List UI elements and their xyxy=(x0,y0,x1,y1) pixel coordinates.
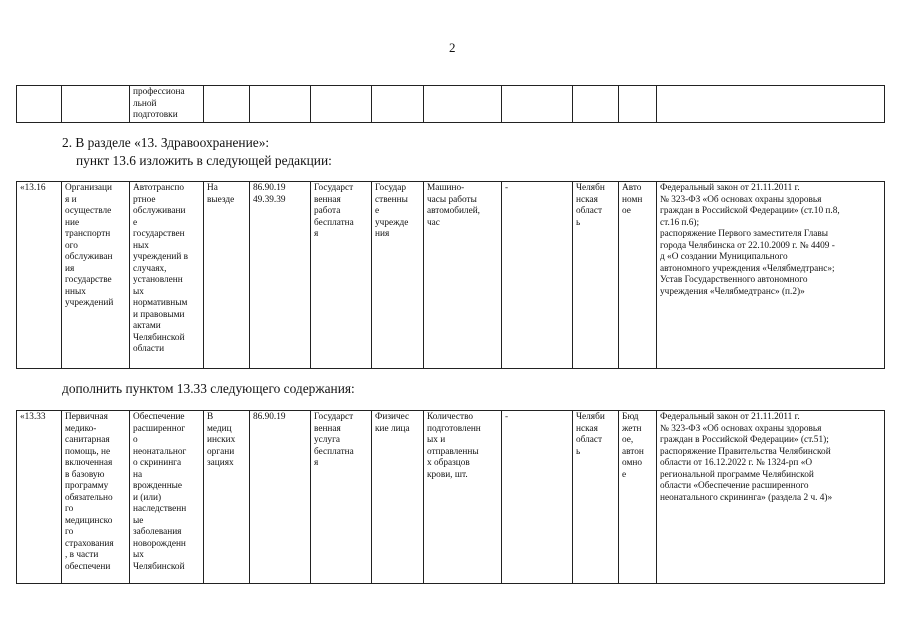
page-number: 2 xyxy=(449,40,456,55)
institution-type: Авто номн ое xyxy=(619,182,657,369)
quality-indicator: - xyxy=(502,182,573,369)
volume-indicator: Машино- часы работы автомобилей, час xyxy=(424,182,502,369)
delivery-form: На выезде xyxy=(204,182,250,369)
delivery-form: В медиц инских органи зациях xyxy=(204,411,250,584)
institution-type: Бюд жетн ое, автон омно е xyxy=(619,411,657,584)
service-type: Государст венная услуга бесплатна я xyxy=(311,411,372,584)
table-cell xyxy=(619,86,657,123)
table-cell xyxy=(657,86,885,123)
consumers: Государ ственны е учрежде ния xyxy=(372,182,424,369)
okved-code: 86.90.19 49.39.39 xyxy=(250,182,311,369)
table-cell-content: профессиона льной подготовки xyxy=(130,86,204,123)
budget-level: Челяби нская област ь xyxy=(573,411,619,584)
table-cell xyxy=(311,86,372,123)
instruction-text: пункт 13.6 изложить в следующей редакции: xyxy=(76,153,332,168)
consumers: Физичес кие лица xyxy=(372,411,424,584)
table-cell xyxy=(502,86,573,123)
legal-basis: Федеральный закон от 21.11.2011 г. № 323-ФЗ «Об основах охраны здоровья граждан в Российской Федерации» (ст.51); распоряжение Правительства Челябинской области от 16.12.2022 г. № 1324-рп «О региональной программе Челябинской области «Обеспечение расширенного неонатального скрининга» (раздела 2 ч. 4)» xyxy=(657,411,885,584)
quality-indicator: - xyxy=(502,411,573,584)
table-row xyxy=(17,86,885,123)
table-row xyxy=(17,182,885,369)
legal-basis: Федеральный закон от 21.11.2011 г. № 323-ФЗ «Об основах охраны здоровья граждан в Российской Федерации» (ст.10 п.8, ст.16 п.6); распоряжение Первого заместителя Главы города Челябинска от 22.10.2009 г. № 4409 - д «О создании Муниципального автономного учреждения «Челябмедтранс»; Устав Государственного автономного учреждения «Челябмедтранс» (п.2)» xyxy=(657,182,885,369)
section-heading: 2. В разделе «13. Здравоохранение»: xyxy=(62,135,270,150)
table-cell xyxy=(62,86,130,123)
item-13-16-table xyxy=(16,181,885,369)
table-cell xyxy=(424,86,502,123)
service-content: Обеспечение расширенног о неонатальног о скрининга на врожденные и (или) наследственн ые заболевания новорожденн ых Челябинской xyxy=(130,411,204,584)
item-number: «13.33 xyxy=(17,411,62,584)
table-cell xyxy=(372,86,424,123)
service-name: Организаци я и осуществле ние транспортн ого обслуживан ия государстве нных учреждений xyxy=(62,182,130,369)
item-number: «13.16 xyxy=(17,182,62,369)
instruction-text: дополнить пунктом 13.33 следующего содержания: xyxy=(62,381,355,396)
item-13-33-table xyxy=(16,410,885,584)
table-cell xyxy=(17,86,62,123)
service-content: Автотранспо ртное обслуживани е государствен ных учреждений в случаях, установленн ых нормативным и правовыми актами Челябинской области xyxy=(130,182,204,369)
continuation-table xyxy=(16,85,885,123)
service-name: Первичная медико- санитарная помощь, не включенная в базовую программу обязательно го медицинско го страхования , в части обеспечени xyxy=(62,411,130,584)
service-type: Государст венная работа бесплатна я xyxy=(311,182,372,369)
volume-indicator: Количество подготовленн ых и отправленны х образцов крови, шт. xyxy=(424,411,502,584)
table-row xyxy=(17,411,885,584)
okved-code: 86.90.19 xyxy=(250,411,311,584)
table-cell xyxy=(204,86,250,123)
table-cell xyxy=(573,86,619,123)
table-cell xyxy=(250,86,311,123)
budget-level: Челябн нская област ь xyxy=(573,182,619,369)
